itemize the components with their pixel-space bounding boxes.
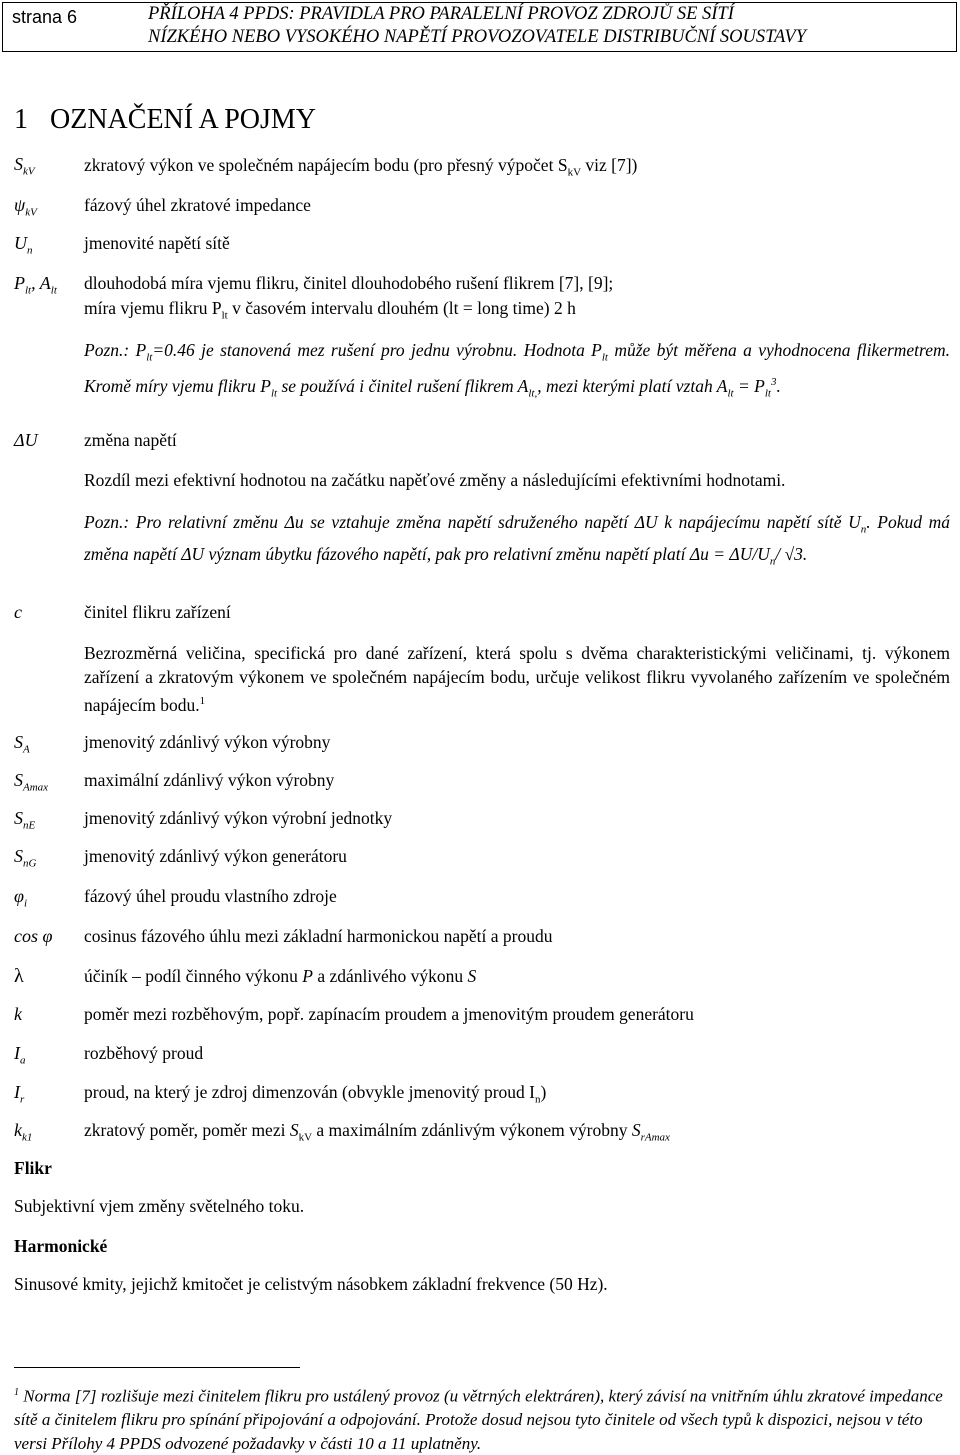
definition-ir: proud, na který je zdroj dimenzován (obvykle jmenovitý proud $I_n$)	[84, 1082, 547, 1106]
header-title-line1: PŘÍLOHA 4 PPDS: PRAVIDLA PRO PARALELNÍ PROVOZ ZDROJŮ SE SÍTÍ	[148, 4, 734, 24]
symbol-k: k	[14, 1004, 22, 1024]
definition-skv: zkratový výkon ve společném napájecím bodu (pro přesný výpočet $S_{kV}$ viz [7])	[84, 155, 638, 179]
definition-phi: fázový úhel proudu vlastního zdroje	[84, 886, 337, 906]
definition-sng: jmenovitý zdánlivý výkon generátoru	[84, 846, 347, 866]
description-delta-u: Rozdíl mezi efektivní hodnotou na začátku napěťové změny a následujícími efektivními hodnotami.	[84, 470, 786, 490]
definition-delta-u: změna napětí	[84, 430, 177, 450]
definition-c: činitel flikru zařízení	[84, 602, 231, 622]
term-flikr-title: Flikr	[14, 1158, 52, 1178]
symbol-sne: $S_{nE}$	[14, 808, 36, 832]
definition-un: jmenovité napětí sítě	[84, 233, 230, 253]
definition-sne: jmenovitý zdánlivý výkon výrobní jednotky	[84, 808, 393, 828]
description-c: Bezrozměrná veličina, specifická pro dané zařízení, která spolu s dvěma charakteristickými veličinami, tj. výkonem zařízení a zkratovým výkonem ve společném napájecím bodu, určuje velikost flikru vyvolaného zařízením ve společném napájecím bodu.$^1$	[84, 643, 950, 715]
symbol-skv: $S_{kV}$	[14, 154, 35, 178]
page-number: strana 6	[12, 7, 78, 27]
footnote	[14, 1381, 954, 1455]
footnote-text: Norma [7] rozlišuje mezi činitelem flikru pro ustálený provoz (u větrných elektráren), který závisí na vnitřním úhlu zkratové impedance sítě a činitelem flikru pro spínání připojování a odpojování. Protože dosud nejsou tyto činitele od všech typů k dispozici, nejsou v této versi Přílohy 4 PPDS odvozené požadavky v části 10 a 11 uplatněny.	[14, 1386, 943, 1453]
symbol-kk1: $k_{k1}$	[14, 1120, 33, 1144]
symbol-psi: $\psi_{kV}$	[14, 195, 37, 219]
definition-samax: maximální zdánlivý výkon výrobny	[84, 770, 335, 790]
symbol-lambda: λ	[14, 965, 24, 987]
definition-plt-line2: míra vjemu flikru $P_{lt}$ v časovém intervalu dlouhém (lt = long time) 2 h	[84, 298, 576, 322]
term-harmonicke-title: Harmonické	[14, 1236, 108, 1256]
definition-psi: fázový úhel zkratové impedance	[84, 195, 311, 215]
definition-sa: jmenovitý zdánlivý výkon výrobny	[84, 732, 331, 752]
symbol-phi: $\varphi_i$	[14, 886, 28, 910]
symbol-c: c	[14, 602, 22, 622]
definition-kk1: zkratový poměr, poměr mezi $S_{kV}$ a maximálním zdánlivým výkonem výrobny $S_{rAmax}$	[84, 1120, 670, 1144]
symbol-samax: $S_{Amax}$	[14, 770, 49, 794]
symbol-delta-u: ΔU	[14, 430, 38, 450]
definition-lambda: účiník – podíl činného výkonu P a zdánlivého výkonu S	[84, 966, 477, 986]
symbol-plt: $P_{lt}$, $A_{lt}$	[14, 273, 57, 297]
term-harmonicke-text: Sinusové kmity, jejichž kmitočet je celistvým násobkem základní frekvence (50 Hz).	[14, 1274, 608, 1294]
header-title-line2: NÍZKÉHO NEBO VYSOKÉHO NAPĚTÍ PROVOZOVATELE DISTRIBUČNÍ SOUSTAVY	[148, 27, 807, 47]
definition-k: poměr mezi rozběhovým, popř. zapínacím proudem a jmenovitým proudem generátoru	[84, 1004, 694, 1024]
definition-cosphi: cosinus fázového úhlu mezi základní harmonickou napětí a proudu	[84, 926, 553, 946]
note-delta-u: Pozn.: Pro relativní změnu Δu se vztahuje změna napětí sdruženého napětí ΔU k napájecímu napětí sítě $U_n$. Pokud má změna napětí ΔU význam úbytku fázového napětí, pak pro relativní změnu napětí platí $\Delta u = \Delta U/U_n/$ √3.	[84, 512, 950, 567]
definition-plt-line1: dlouhodobá míra vjemu flikru, činitel dlouhodobého rušení flikrem [7], [9];	[84, 273, 614, 293]
symbol-ir: $I_r$	[14, 1082, 25, 1106]
section-heading	[14, 104, 316, 136]
footnote-separator	[14, 1367, 300, 1368]
symbol-sa: $S_A$	[14, 732, 30, 756]
note-plt: Pozn.: $P_{lt}=0.46$ je stanovená mez rušení pro jednu výrobnu. Hodnota $P_{lt}$ může být měřena a vyhodnocena flikermetrem. Kromě míry vjemu flikru $P_{lt}$ se používá i činitel rušení flikrem $A_{lt,}$, mezi kterými platí vztah $A_{lt} = P_{lt}^3$.	[84, 340, 950, 399]
term-flikr-text: Subjektivní vjem změny světelného toku.	[14, 1196, 305, 1216]
symbol-sng: $S_{nG}$	[14, 846, 37, 870]
symbol-cosphi: cos φ	[14, 926, 53, 946]
definition-ia: rozběhový proud	[84, 1043, 204, 1063]
footnote-marker: 1	[14, 1387, 19, 1398]
section-number: 1	[14, 104, 28, 135]
symbol-un: $U_n$	[14, 233, 33, 257]
section-title: OZNAČENÍ A POJMY	[50, 104, 317, 135]
symbol-ia: $I_a$	[14, 1043, 26, 1067]
